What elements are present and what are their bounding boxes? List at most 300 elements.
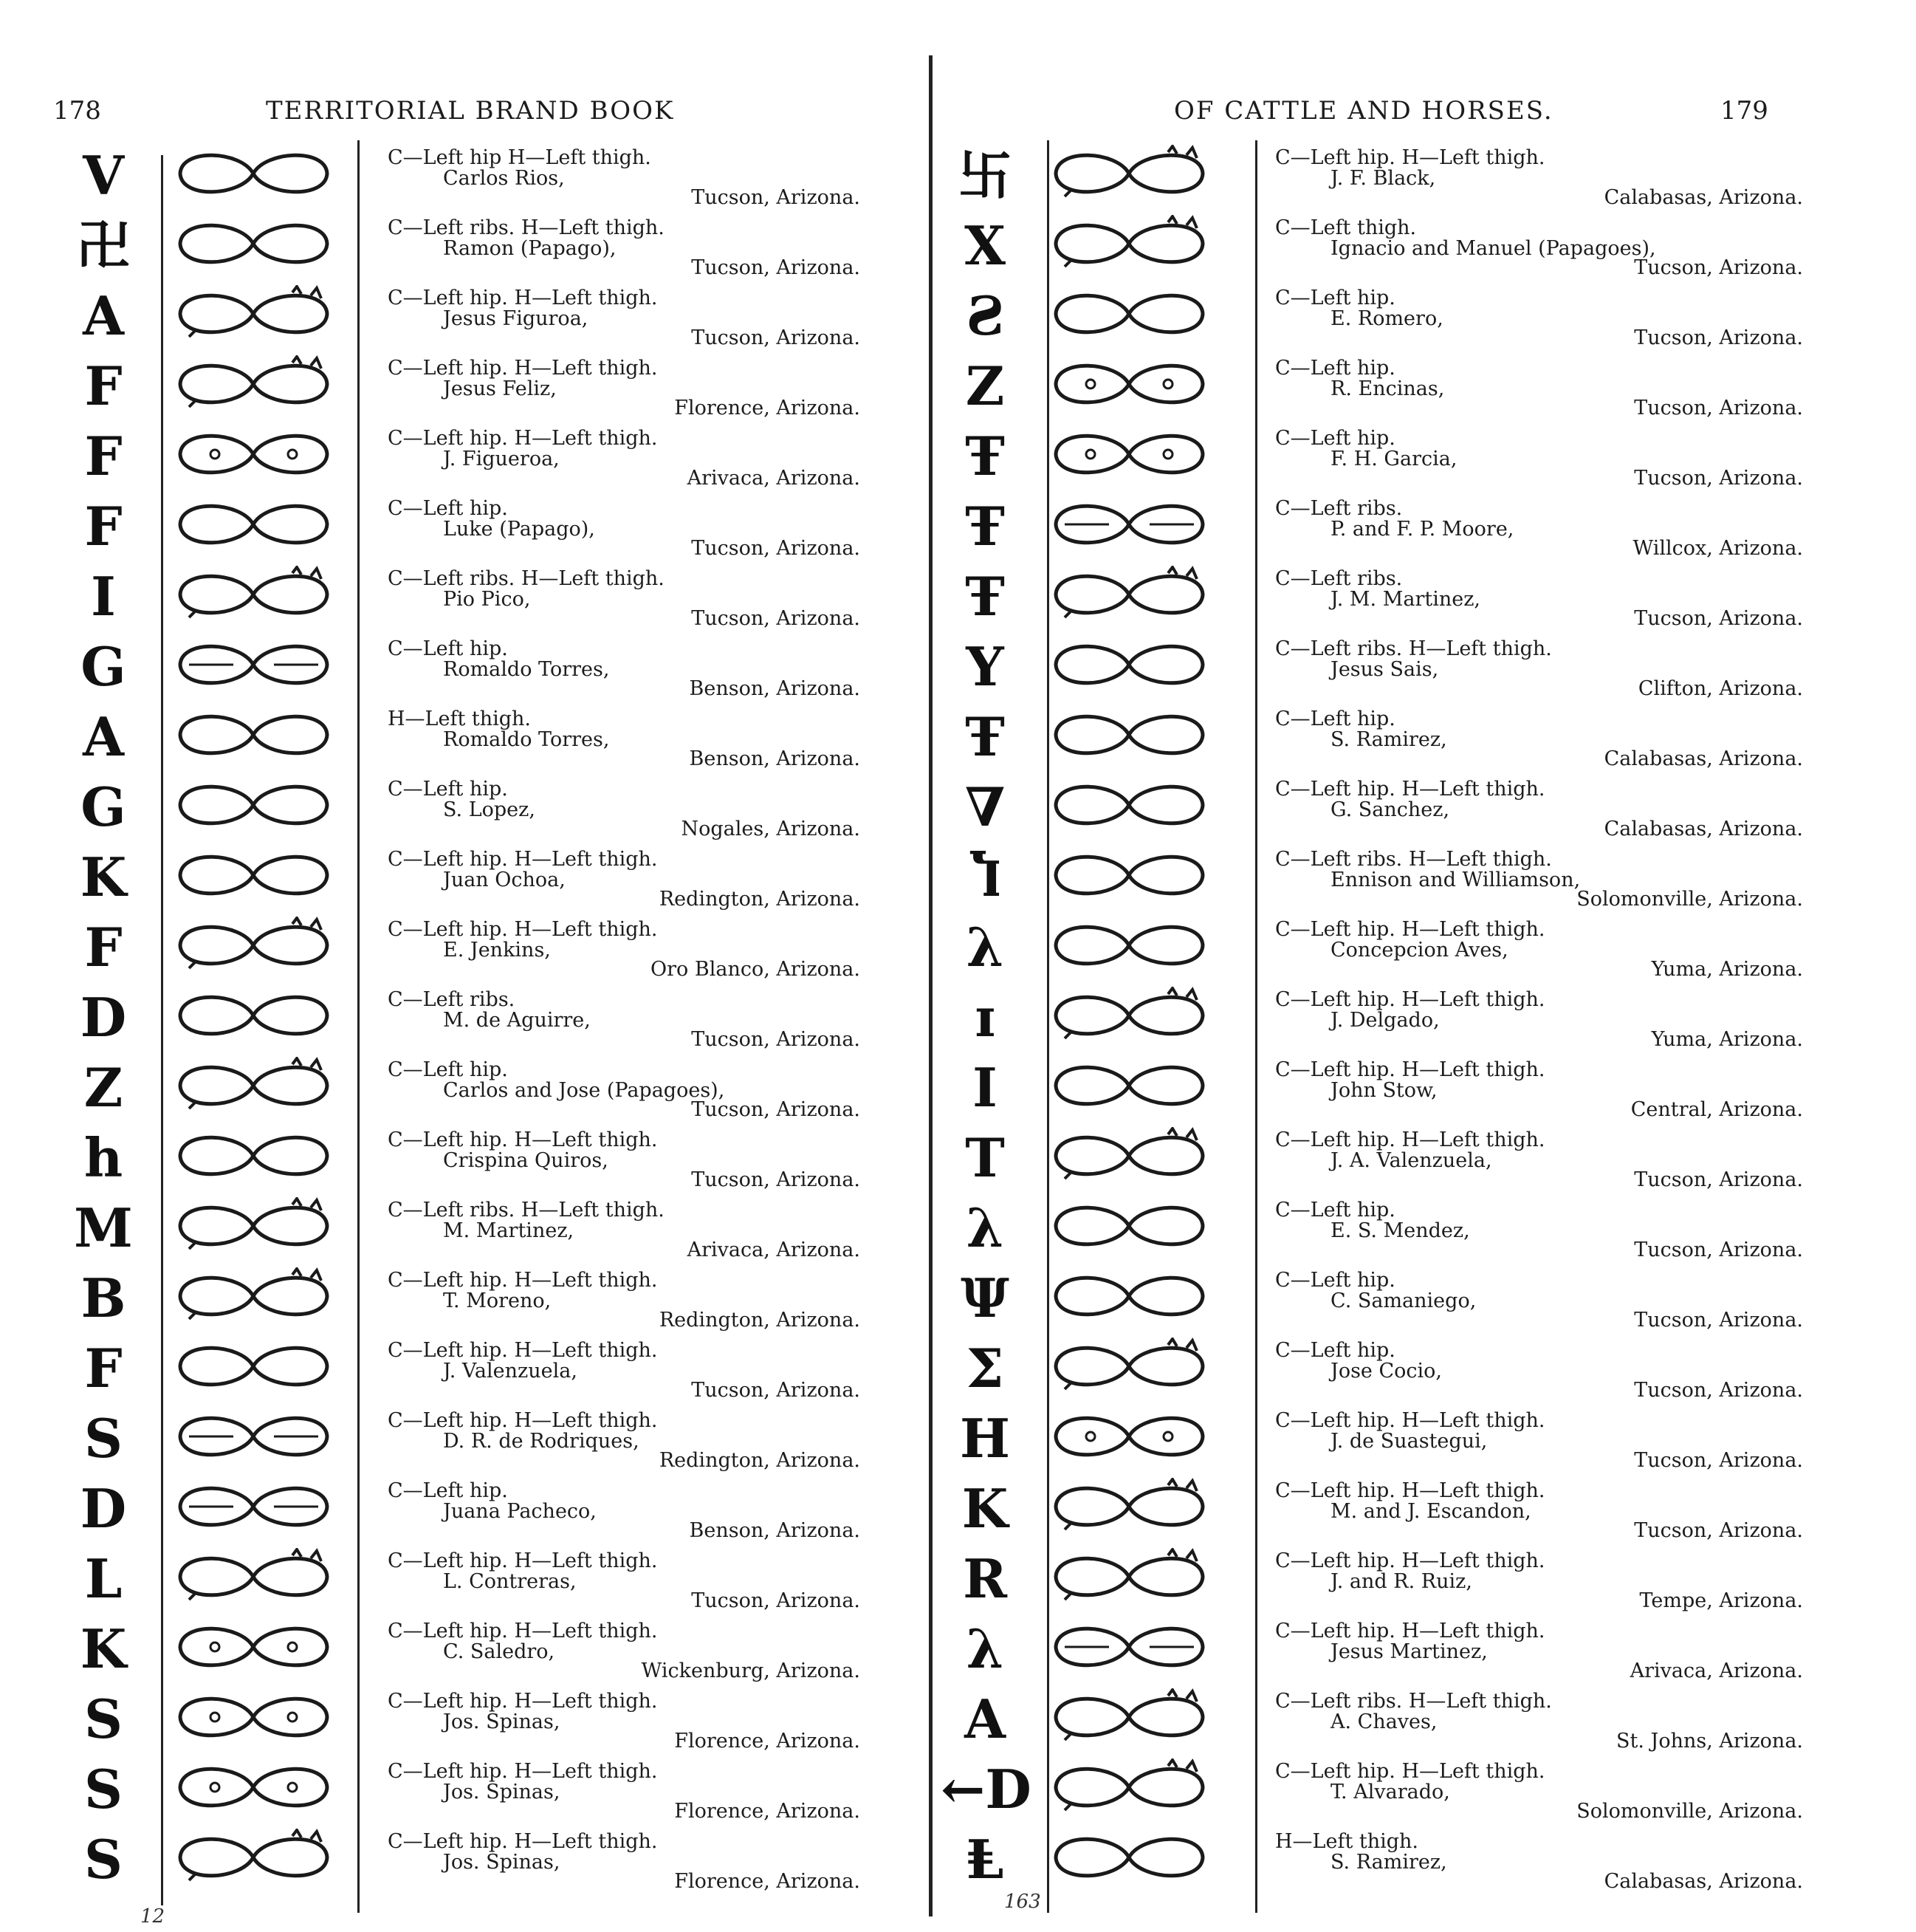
brand-entry bbox=[0, 351, 927, 421]
brand-entry bbox=[932, 912, 1892, 982]
brand-location: C—Left ribs. H—Left thigh. bbox=[388, 567, 665, 590]
owner-name: T. Alvarado, bbox=[1330, 1781, 1450, 1803]
brand-location: C—Left hip. bbox=[388, 1058, 508, 1081]
brand-location: C—Left ribs. bbox=[388, 988, 515, 1011]
brand-glyph-icon: Ⱡ bbox=[966, 1828, 1004, 1891]
brand-entry bbox=[932, 1403, 1892, 1473]
left-page bbox=[0, 140, 927, 1913]
owner-place: Tucson, Arizona. bbox=[1634, 1449, 1803, 1472]
brand-entry bbox=[932, 842, 1892, 912]
owner-name: D. R. de Rodriques, bbox=[443, 1430, 639, 1453]
owner-place: Florence, Arizona. bbox=[674, 1870, 860, 1893]
earmark-icon bbox=[174, 1618, 333, 1676]
owner-name: R. Encinas, bbox=[1330, 377, 1445, 400]
owner-place: Clifton, Arizona. bbox=[1638, 677, 1803, 700]
earmark-icon bbox=[174, 425, 333, 483]
owner-name: J. de Suastegui, bbox=[1330, 1430, 1488, 1453]
brand-entry bbox=[0, 561, 927, 631]
earmark-icon bbox=[174, 1758, 333, 1816]
earmark-icon bbox=[174, 215, 333, 273]
owner-name: J. Valenzuela, bbox=[443, 1360, 577, 1383]
owner-place: Tucson, Arizona. bbox=[1634, 1519, 1803, 1542]
earmark-icon bbox=[174, 355, 333, 413]
brand-entry bbox=[932, 351, 1892, 421]
earmark-icon bbox=[1050, 1408, 1209, 1465]
earmark-drawing bbox=[174, 1408, 333, 1465]
brand-glyph-icon: Ⴈ bbox=[967, 846, 1003, 908]
earmark-icon bbox=[1050, 355, 1209, 413]
brand-location: C—Left ribs. H—Left thigh. bbox=[1275, 848, 1552, 871]
brand-location: C—Left hip. H—Left thigh. bbox=[388, 1620, 658, 1642]
brand-glyph-icon: G bbox=[80, 775, 126, 838]
owner-name: Jesus Martinez, bbox=[1330, 1640, 1488, 1663]
owner-place: Redington, Arizona. bbox=[659, 888, 860, 911]
brand-glyph-icon: F bbox=[84, 916, 123, 979]
right-folio: 163 bbox=[1004, 1891, 1041, 1913]
earmark-drawing bbox=[174, 987, 333, 1044]
earmark-icon bbox=[174, 1267, 333, 1325]
owner-name: J. M. Martinez, bbox=[1330, 588, 1481, 611]
brand-entry bbox=[0, 982, 927, 1052]
owner-place: Tucson, Arizona. bbox=[691, 607, 860, 630]
brand-glyph-icon: h bbox=[83, 1126, 123, 1189]
owner-name: P. and F. P. Moore, bbox=[1330, 518, 1514, 541]
brand-location: C—Left hip. bbox=[1275, 357, 1395, 380]
owner-name: J. A. Valenzuela, bbox=[1330, 1149, 1492, 1172]
brand-entry bbox=[0, 421, 927, 491]
brand-glyph-icon: Z bbox=[83, 1056, 123, 1119]
earmark-icon bbox=[1050, 215, 1209, 273]
brand-location: C—Left hip. H—Left thigh. bbox=[388, 1128, 658, 1151]
brand-location: C—Left hip. H—Left thigh. bbox=[388, 1339, 658, 1362]
brand-glyph-icon: K bbox=[80, 1617, 127, 1680]
owner-place: Yuma, Arizona. bbox=[1651, 1028, 1803, 1051]
earmark-icon bbox=[174, 1197, 333, 1255]
brand-glyph-icon: D bbox=[80, 1477, 127, 1540]
owner-name: Romaldo Torres, bbox=[443, 728, 610, 751]
brand-entry bbox=[0, 1403, 927, 1473]
brand-entry bbox=[932, 1544, 1892, 1614]
brand-glyph-icon: ←D bbox=[941, 1758, 1031, 1820]
brand-location: C—Left hip. H—Left thigh. bbox=[388, 1690, 658, 1713]
owner-place: Central, Arizona. bbox=[1630, 1098, 1803, 1121]
earmark-drawing bbox=[174, 215, 333, 273]
brand-location: C—Left hip. H—Left thigh. bbox=[1275, 1128, 1545, 1151]
owner-name: L. Contreras, bbox=[443, 1570, 577, 1593]
earmark-drawing bbox=[1050, 776, 1209, 834]
brand-glyph-icon: F bbox=[84, 495, 123, 558]
earmark-drawing bbox=[1050, 1758, 1209, 1816]
brand-glyph-icon: A bbox=[83, 284, 124, 347]
brand-entry bbox=[0, 912, 927, 982]
earmark-drawing bbox=[1050, 566, 1209, 623]
owner-place: Benson, Arizona. bbox=[689, 747, 860, 770]
earmark-drawing bbox=[174, 1618, 333, 1676]
brand-entry bbox=[932, 210, 1892, 281]
owner-name: E. Romero, bbox=[1330, 307, 1443, 330]
owner-place: Calabasas, Arizona. bbox=[1604, 186, 1803, 209]
brand-glyph-icon: T bbox=[965, 1126, 1005, 1189]
brand-glyph-icon: λ bbox=[966, 1617, 1004, 1680]
earmark-drawing bbox=[1050, 636, 1209, 693]
earmark-icon bbox=[1050, 1688, 1209, 1746]
brand-glyph-icon: K bbox=[80, 846, 127, 908]
brand-glyph-icon: F bbox=[84, 1337, 123, 1400]
earmark-drawing bbox=[1050, 1618, 1209, 1676]
brand-glyph-icon: Σ bbox=[966, 1337, 1004, 1400]
brand-glyph-icon: G bbox=[80, 635, 126, 698]
earmark-icon bbox=[1050, 566, 1209, 623]
owner-place: Florence, Arizona. bbox=[674, 1730, 860, 1753]
right-page-number: 179 bbox=[1720, 96, 1768, 126]
earmark-drawing bbox=[1050, 1127, 1209, 1185]
owner-name: J. F. Black, bbox=[1330, 167, 1436, 190]
brand-glyph-icon: S bbox=[84, 1688, 123, 1750]
owner-place: Tucson, Arizona. bbox=[691, 1589, 860, 1612]
earmark-drawing bbox=[174, 846, 333, 904]
earmark-icon bbox=[1050, 285, 1209, 343]
brand-entry bbox=[932, 1754, 1892, 1824]
earmark-icon bbox=[1050, 1337, 1209, 1395]
earmark-drawing bbox=[1050, 496, 1209, 553]
owner-name: Luke (Papago), bbox=[443, 518, 595, 541]
brand-entry bbox=[932, 1333, 1892, 1403]
earmark-drawing bbox=[1050, 1267, 1209, 1325]
earmark-icon bbox=[1050, 1127, 1209, 1185]
earmark-icon bbox=[1050, 496, 1209, 553]
brand-glyph-icon: A bbox=[83, 705, 124, 768]
earmark-drawing bbox=[174, 1829, 333, 1886]
brand-location: C—Left hip. H—Left thigh. bbox=[1275, 1409, 1545, 1432]
brand-location: C—Left hip. H—Left thigh. bbox=[388, 1760, 658, 1783]
brand-entry bbox=[0, 702, 927, 772]
brand-glyph-icon: M bbox=[74, 1196, 133, 1259]
brand-entry bbox=[0, 1684, 927, 1754]
owner-name: Ignacio and Manuel (Papagoes), bbox=[1330, 237, 1656, 260]
earmark-drawing bbox=[1050, 1829, 1209, 1886]
earmark-drawing bbox=[1050, 917, 1209, 974]
brand-location: C—Left hip. H—Left thigh. bbox=[388, 427, 658, 450]
owner-name: Juan Ochoa, bbox=[443, 869, 566, 891]
earmark-icon bbox=[174, 285, 333, 343]
earmark-drawing bbox=[174, 636, 333, 693]
brand-entry bbox=[932, 1824, 1892, 1894]
owner-place: St. Johns, Arizona. bbox=[1616, 1730, 1803, 1753]
earmark-icon bbox=[1050, 1548, 1209, 1606]
brand-glyph-icon: Ŧ bbox=[965, 705, 1005, 768]
owner-place: Benson, Arizona. bbox=[689, 677, 860, 700]
earmark-icon bbox=[1050, 846, 1209, 904]
brand-entry bbox=[0, 1333, 927, 1403]
brand-glyph-icon: ɪ bbox=[975, 986, 995, 1049]
owner-name: Jesus Figuroa, bbox=[443, 307, 588, 330]
earmark-drawing bbox=[174, 1337, 333, 1395]
brand-location: C—Left hip. H—Left thigh. bbox=[1275, 146, 1545, 169]
brand-entry bbox=[932, 702, 1892, 772]
brand-entry bbox=[932, 982, 1892, 1052]
owner-place: Tucson, Arizona. bbox=[1634, 467, 1803, 490]
owner-place: Arivaca, Arizona. bbox=[1630, 1659, 1803, 1682]
earmark-drawing bbox=[1050, 145, 1209, 202]
earmark-icon bbox=[1050, 1057, 1209, 1114]
owner-name: Jesus Feliz, bbox=[443, 377, 557, 400]
earmark-drawing bbox=[174, 496, 333, 553]
earmark-drawing bbox=[1050, 1197, 1209, 1255]
brand-glyph-icon: Ŧ bbox=[965, 425, 1005, 487]
owner-place: Tucson, Arizona. bbox=[1634, 1309, 1803, 1332]
brand-glyph-icon: Ƨ bbox=[966, 284, 1004, 347]
owner-name: Juana Pacheco, bbox=[443, 1500, 597, 1523]
brand-entry bbox=[932, 1052, 1892, 1123]
brand-glyph-icon: ∇ bbox=[964, 775, 1006, 838]
earmark-drawing bbox=[1050, 1057, 1209, 1114]
earmark-drawing bbox=[174, 1267, 333, 1325]
owner-place: Wickenburg, Arizona. bbox=[641, 1659, 860, 1682]
owner-place: Tempe, Arizona. bbox=[1639, 1589, 1803, 1612]
owner-place: Tucson, Arizona. bbox=[1634, 1168, 1803, 1191]
earmark-icon bbox=[1050, 425, 1209, 483]
earmark-drawing bbox=[174, 706, 333, 764]
owner-place: Tucson, Arizona. bbox=[691, 256, 860, 279]
brand-location: C—Left thigh. bbox=[1275, 216, 1417, 239]
brand-entry bbox=[932, 772, 1892, 842]
brand-location: H—Left thigh. bbox=[388, 708, 532, 730]
brand-entry bbox=[932, 631, 1892, 702]
brand-location: C—Left hip. bbox=[1275, 708, 1395, 730]
brand-location: C—Left hip. bbox=[1275, 1199, 1395, 1222]
earmark-drawing bbox=[174, 1758, 333, 1816]
brand-location: C—Left hip. H—Left thigh. bbox=[388, 918, 658, 941]
brand-entry bbox=[932, 1684, 1892, 1754]
owner-name: S. Ramirez, bbox=[1330, 728, 1447, 751]
brand-location: C—Left ribs. H—Left thigh. bbox=[388, 1199, 665, 1222]
earmark-drawing bbox=[174, 145, 333, 202]
owner-place: Calabasas, Arizona. bbox=[1604, 747, 1803, 770]
brand-glyph-icon: I bbox=[972, 1056, 998, 1119]
earmark-drawing bbox=[1050, 1408, 1209, 1465]
earmark-icon bbox=[1050, 776, 1209, 834]
earmark-drawing bbox=[1050, 987, 1209, 1044]
earmark-icon bbox=[174, 1829, 333, 1886]
earmark-icon bbox=[1050, 636, 1209, 693]
left-folio: 12 bbox=[140, 1905, 165, 1928]
owner-place: Tucson, Arizona. bbox=[691, 1379, 860, 1402]
owner-place: Yuma, Arizona. bbox=[1651, 958, 1803, 981]
brand-location: C—Left hip. bbox=[388, 497, 508, 520]
owner-place: Redington, Arizona. bbox=[659, 1309, 860, 1332]
earmark-drawing bbox=[174, 1057, 333, 1114]
brand-entry bbox=[0, 1824, 927, 1894]
owner-place: Calabasas, Arizona. bbox=[1604, 1870, 1803, 1893]
owner-place: Tucson, Arizona. bbox=[691, 1168, 860, 1191]
owner-name: Crispina Quiros, bbox=[443, 1149, 608, 1172]
earmark-icon bbox=[1050, 1618, 1209, 1676]
owner-name: Jesus Sais, bbox=[1330, 658, 1439, 681]
brand-location: C—Left hip. H—Left thigh. bbox=[1275, 1479, 1545, 1502]
owner-name: Carlos and Jose (Papagoes), bbox=[443, 1079, 725, 1102]
earmark-icon bbox=[174, 917, 333, 974]
owner-place: Tucson, Arizona. bbox=[1634, 256, 1803, 279]
brand-location: C—Left hip. H—Left thigh. bbox=[1275, 918, 1545, 941]
brand-location: C—Left hip. H—Left thigh. bbox=[1275, 1549, 1545, 1572]
owner-name: F. H. Garcia, bbox=[1330, 448, 1457, 470]
owner-place: Tucson, Arizona. bbox=[691, 1028, 860, 1051]
owner-name: Jos. Spinas, bbox=[443, 1781, 560, 1803]
brand-location: C—Left ribs. bbox=[1275, 497, 1403, 520]
brand-glyph-icon: V bbox=[83, 144, 124, 207]
owner-place: Calabasas, Arizona. bbox=[1604, 818, 1803, 840]
earmark-icon bbox=[174, 846, 333, 904]
brand-glyph-icon: 卍 bbox=[76, 214, 130, 277]
owner-name: J. Figueroa, bbox=[443, 448, 560, 470]
brand-entry bbox=[0, 1193, 927, 1263]
earmark-icon bbox=[174, 1127, 333, 1185]
brand-entry bbox=[932, 1193, 1892, 1263]
brand-glyph-icon: F bbox=[84, 425, 123, 487]
brand-glyph-icon: K bbox=[961, 1477, 1009, 1540]
brand-entry bbox=[932, 281, 1892, 351]
brand-location: C—Left ribs. H—Left thigh. bbox=[1275, 637, 1552, 660]
brand-entry bbox=[0, 842, 927, 912]
owner-place: Willcox, Arizona. bbox=[1632, 537, 1803, 560]
brand-location: C—Left hip. H—Left thigh. bbox=[388, 287, 658, 309]
earmark-icon bbox=[174, 1688, 333, 1746]
brand-location: H—Left thigh. bbox=[1275, 1830, 1419, 1853]
earmark-icon bbox=[174, 1548, 333, 1606]
brand-entry bbox=[932, 421, 1892, 491]
owner-name: M. Martinez, bbox=[443, 1219, 574, 1242]
brand-location: C—Left hip. H—Left thigh. bbox=[1275, 778, 1545, 801]
brand-entry bbox=[0, 772, 927, 842]
earmark-icon bbox=[174, 706, 333, 764]
brand-entry bbox=[932, 1614, 1892, 1684]
earmark-icon bbox=[174, 636, 333, 693]
brand-location: C—Left hip. H—Left thigh. bbox=[388, 1549, 658, 1572]
owner-place: Tucson, Arizona. bbox=[691, 326, 860, 349]
brand-entry bbox=[0, 491, 927, 561]
brand-glyph-icon: Ŧ bbox=[965, 495, 1005, 558]
brand-entry bbox=[0, 1263, 927, 1333]
earmark-icon bbox=[174, 987, 333, 1044]
earmark-drawing bbox=[174, 917, 333, 974]
brand-entry bbox=[932, 1123, 1892, 1193]
owner-name: J. and R. Ruiz, bbox=[1330, 1570, 1472, 1593]
owner-name: Romaldo Torres, bbox=[443, 658, 610, 681]
brand-location: C—Left hip. bbox=[1275, 287, 1395, 309]
brand-location: C—Left hip. H—Left thigh. bbox=[388, 848, 658, 871]
brand-entry bbox=[0, 1123, 927, 1193]
brand-location: C—Left hip. H—Left thigh. bbox=[388, 1269, 658, 1292]
owner-place: Arivaca, Arizona. bbox=[687, 467, 860, 490]
brand-entry bbox=[0, 1754, 927, 1824]
owner-name: Ramon (Papago), bbox=[443, 237, 617, 260]
earmark-drawing bbox=[1050, 1548, 1209, 1606]
earmark-icon bbox=[1050, 1197, 1209, 1255]
owner-name: G. Sanchez, bbox=[1330, 798, 1450, 821]
owner-place: Redington, Arizona. bbox=[659, 1449, 860, 1472]
brand-glyph-icon: S bbox=[84, 1407, 123, 1470]
earmark-drawing bbox=[174, 1127, 333, 1185]
earmark-icon bbox=[174, 1408, 333, 1465]
brand-glyph-icon: S bbox=[84, 1758, 123, 1820]
owner-place: Tucson, Arizona. bbox=[691, 186, 860, 209]
owner-name: M. and J. Escandon, bbox=[1330, 1500, 1531, 1523]
owner-place: Tucson, Arizona. bbox=[691, 537, 860, 560]
brand-entry bbox=[0, 631, 927, 702]
earmark-icon bbox=[1050, 987, 1209, 1044]
owner-place: Arivaca, Arizona. bbox=[687, 1239, 860, 1261]
earmark-icon bbox=[174, 776, 333, 834]
brand-entry bbox=[932, 491, 1892, 561]
earmark-icon bbox=[174, 1337, 333, 1395]
brand-entry bbox=[0, 1473, 927, 1544]
owner-name: M. de Aguirre, bbox=[443, 1009, 591, 1032]
brand-entry bbox=[0, 1544, 927, 1614]
earmark-drawing bbox=[174, 1548, 333, 1606]
owner-name: A. Chaves, bbox=[1330, 1710, 1438, 1733]
earmark-icon bbox=[1050, 1758, 1209, 1816]
brand-glyph-icon: X bbox=[964, 214, 1006, 277]
earmark-drawing bbox=[174, 1478, 333, 1535]
earmark-icon bbox=[1050, 917, 1209, 974]
earmark-drawing bbox=[1050, 285, 1209, 343]
brand-glyph-icon: R bbox=[963, 1547, 1007, 1610]
owner-name: E. S. Mendez, bbox=[1330, 1219, 1470, 1242]
brand-glyph-icon: H bbox=[959, 1407, 1011, 1470]
earmark-drawing bbox=[1050, 1337, 1209, 1395]
brand-location: C—Left hip. bbox=[1275, 427, 1395, 450]
earmark-drawing bbox=[174, 425, 333, 483]
brand-location: C—Left hip. H—Left thigh. bbox=[1275, 1620, 1545, 1642]
brand-location: C—Left hip. H—Left thigh. bbox=[388, 1830, 658, 1853]
brand-location: C—Left hip. bbox=[388, 778, 508, 801]
owner-place: Solomonville, Arizona. bbox=[1576, 1800, 1803, 1823]
brand-glyph-icon: Ψ bbox=[961, 1267, 1009, 1329]
earmark-drawing bbox=[1050, 1688, 1209, 1746]
earmark-icon bbox=[174, 1478, 333, 1535]
earmark-drawing bbox=[174, 285, 333, 343]
earmark-drawing bbox=[174, 1688, 333, 1746]
earmark-drawing bbox=[1050, 1478, 1209, 1535]
brand-location: C—Left hip. H—Left thigh. bbox=[1275, 1058, 1545, 1081]
left-running-title: TERRITORIAL BRAND BOOK bbox=[266, 96, 675, 126]
brand-location: C—Left ribs. H—Left thigh. bbox=[1275, 1690, 1552, 1713]
earmark-icon bbox=[1050, 1829, 1209, 1886]
brand-glyph-icon: F bbox=[84, 354, 123, 417]
earmark-icon bbox=[1050, 1478, 1209, 1535]
owner-name: Jose Cocio, bbox=[1330, 1360, 1443, 1383]
brand-entry bbox=[0, 210, 927, 281]
earmark-icon bbox=[1050, 706, 1209, 764]
earmark-icon bbox=[1050, 1267, 1209, 1325]
earmark-drawing bbox=[174, 566, 333, 623]
owner-place: Tucson, Arizona. bbox=[1634, 607, 1803, 630]
earmark-icon bbox=[1050, 145, 1209, 202]
brand-location: C—Left hip. H—Left thigh. bbox=[388, 1409, 658, 1432]
earmark-drawing bbox=[1050, 215, 1209, 273]
owner-name: S. Lopez, bbox=[443, 798, 535, 821]
brand-location: C—Left hip. bbox=[1275, 1269, 1395, 1292]
owner-place: Tucson, Arizona. bbox=[1634, 1379, 1803, 1402]
owner-place: Nogales, Arizona. bbox=[681, 818, 860, 840]
owner-name: Jos. Spinas, bbox=[443, 1851, 560, 1874]
owner-place: Florence, Arizona. bbox=[674, 397, 860, 419]
owner-place: Florence, Arizona. bbox=[674, 1800, 860, 1823]
earmark-drawing bbox=[1050, 425, 1209, 483]
brand-glyph-icon: λ bbox=[966, 916, 1004, 979]
owner-name: Pio Pico, bbox=[443, 588, 531, 611]
brand-location: C—Left hip. H—Left thigh. bbox=[1275, 1760, 1545, 1783]
